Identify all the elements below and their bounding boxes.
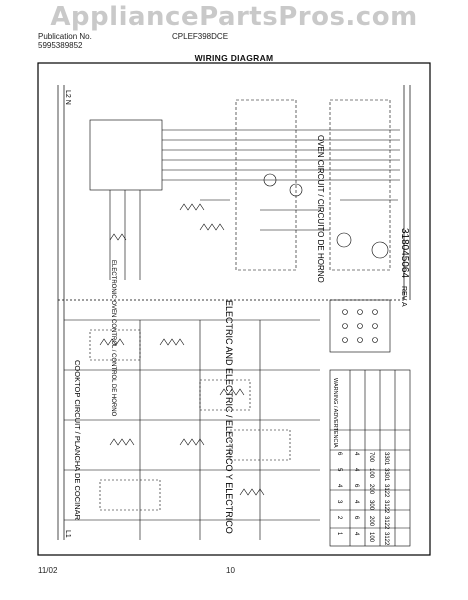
- cooktop-circuit-label: COOKTOP CIRCUIT / PLANCHA DE COCINAR: [73, 360, 82, 521]
- document-number: 318045064: [399, 228, 410, 279]
- oven-circuit-label: OVEN CIRCUIT / CIRCUITO DE HORNO: [316, 135, 325, 283]
- table-cell: 6: [353, 484, 359, 488]
- table-cell: 4: [353, 500, 359, 504]
- watermark: AppliancePartsPros.com: [50, 2, 418, 32]
- table-cell: 1: [336, 532, 342, 536]
- electronic-control-box: [90, 120, 162, 190]
- footer-page: 10: [226, 566, 235, 575]
- table-cell: 300: [368, 500, 374, 511]
- table-cells: [336, 452, 389, 546]
- part-number: 5995389852: [38, 41, 83, 50]
- cooktop-circuit: [64, 320, 320, 540]
- table-cell: 3122: [383, 516, 389, 530]
- publication-label: Publication No.: [38, 32, 92, 41]
- table-cell: 3301: [383, 452, 389, 466]
- table-cell: 3122: [383, 532, 389, 546]
- page-title: WIRING DIAGRAM: [194, 53, 274, 63]
- table-cell: 3: [336, 500, 342, 504]
- revision-label: REV A: [400, 286, 407, 307]
- table-cell: 700: [368, 452, 374, 463]
- table-cell: 4: [336, 484, 342, 488]
- table-cell: 5: [336, 468, 342, 472]
- model-number: CPLEF398DCE: [172, 32, 229, 41]
- table-cell: 6: [353, 516, 359, 520]
- table-cell: 3122: [383, 484, 389, 498]
- table-cell: 100: [368, 468, 374, 479]
- footer-date: 11/02: [38, 566, 58, 575]
- table-header: WARNING / ADVERTENCIA: [332, 378, 338, 448]
- table-cell: 4: [353, 468, 359, 472]
- table-cell: 3122: [383, 500, 389, 514]
- diagram-heading: ELECTRIC AND ELECTRIC / ELECTRICO Y ELECTRICO: [224, 300, 234, 534]
- table-cell: 3301: [383, 468, 389, 482]
- table-cell: 4: [353, 452, 359, 456]
- table-cell: 200: [368, 484, 374, 495]
- terminal-bottom-label: L1: [64, 530, 71, 538]
- oven-circuit: [90, 100, 400, 280]
- table-cell: 100: [368, 532, 374, 543]
- table-cell: 2: [336, 516, 342, 520]
- table-cell: 200: [368, 516, 374, 527]
- table-cell: 6: [336, 452, 342, 456]
- table-cell: 4: [353, 532, 359, 536]
- terminal-top-label: L2 N: [64, 90, 71, 105]
- control-box-label: ELECTRONIC OVEN CONTROL / CONTROL DE HORNO: [110, 260, 116, 417]
- switch-block: [330, 300, 390, 352]
